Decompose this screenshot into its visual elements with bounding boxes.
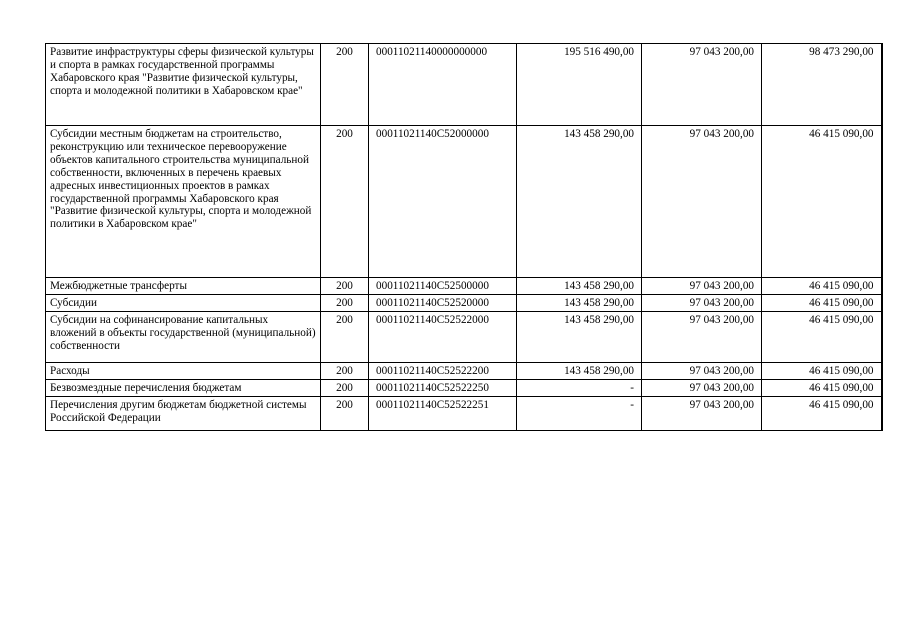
row-code-cell: 200 (321, 44, 369, 126)
row-name-cell: Субсидии местным бюджетам на строительство, реконструкцию или техническое перевооружение объектов капитального строительства муниципальной собственности, включенных в перечень краевых адресных инвестиционных проектов в рамках государственной программы Хабаровского края "Развитие физической культуры, спорта и молодежной политики в Хабаровском крае" (46, 126, 321, 278)
table-row (46, 362, 882, 379)
row-value-2-cell: 97 043 200,00 (642, 311, 762, 362)
row-name-cell: Безвозмездные перечисления бюджетам (46, 379, 321, 396)
row-value-2-cell: 97 043 200,00 (642, 362, 762, 379)
row-value-3-cell: 98 473 290,00 (762, 44, 882, 126)
row-csr-cell: 00011021140000000000 (369, 44, 517, 126)
row-value-3-cell: 46 415 090,00 (762, 126, 882, 278)
row-value-1-cell: - (517, 396, 642, 430)
row-csr-cell: 00011021140C52522000 (369, 311, 517, 362)
row-code-cell: 200 (321, 294, 369, 311)
row-value-2-cell: 97 043 200,00 (642, 294, 762, 311)
row-value-2-cell: 97 043 200,00 (642, 396, 762, 430)
row-value-1-cell: 143 458 290,00 (517, 362, 642, 379)
table-row (46, 379, 882, 396)
row-value-2-cell: 97 043 200,00 (642, 44, 762, 126)
row-value-2-cell: 97 043 200,00 (642, 278, 762, 295)
row-name-cell: Развитие инфраструктуры сферы физической культуры и спорта в рамках государственной программы Хабаровского края "Развитие физической культуры, спорта и молодежной политики в Хабаровском крае" (46, 44, 321, 126)
row-name-cell: Субсидии на софинансирование капитальных вложений в объекты государственной (муниципальной) собственности (46, 311, 321, 362)
row-value-3-cell: 46 415 090,00 (762, 396, 882, 430)
row-value-3-cell: 46 415 090,00 (762, 278, 882, 295)
table-row (46, 396, 882, 430)
row-csr-cell: 00011021140C52522250 (369, 379, 517, 396)
row-value-1-cell: 143 458 290,00 (517, 278, 642, 295)
row-value-2-cell: 97 043 200,00 (642, 379, 762, 396)
row-value-1-cell: 195 516 490,00 (517, 44, 642, 126)
row-value-1-cell: - (517, 379, 642, 396)
row-csr-cell: 00011021140C52500000 (369, 278, 517, 295)
table-row (46, 294, 882, 311)
row-value-2-cell: 97 043 200,00 (642, 126, 762, 278)
row-code-cell: 200 (321, 311, 369, 362)
table-row (46, 278, 882, 295)
budget-table-body (46, 44, 882, 431)
row-csr-cell: 00011021140C52522251 (369, 396, 517, 430)
row-value-3-cell: 46 415 090,00 (762, 379, 882, 396)
row-csr-cell: 00011021140C52522200 (369, 362, 517, 379)
table-row (46, 126, 882, 278)
row-code-cell: 200 (321, 278, 369, 295)
row-csr-cell: 00011021140C52000000 (369, 126, 517, 278)
budget-table (45, 43, 883, 431)
row-code-cell: 200 (321, 396, 369, 430)
row-value-3-cell: 46 415 090,00 (762, 294, 882, 311)
row-code-cell: 200 (321, 379, 369, 396)
row-name-cell: Перечисления другим бюджетам бюджетной системы Российской Федерации (46, 396, 321, 430)
row-value-1-cell: 143 458 290,00 (517, 294, 642, 311)
row-value-3-cell: 46 415 090,00 (762, 362, 882, 379)
row-code-cell: 200 (321, 126, 369, 278)
row-name-cell: Межбюджетные трансферты (46, 278, 321, 295)
row-code-cell: 200 (321, 362, 369, 379)
table-row (46, 44, 882, 126)
row-value-3-cell: 46 415 090,00 (762, 311, 882, 362)
row-csr-cell: 00011021140C52520000 (369, 294, 517, 311)
row-name-cell: Субсидии (46, 294, 321, 311)
row-value-1-cell: 143 458 290,00 (517, 126, 642, 278)
table-row (46, 311, 882, 362)
row-value-1-cell: 143 458 290,00 (517, 311, 642, 362)
row-name-cell: Расходы (46, 362, 321, 379)
